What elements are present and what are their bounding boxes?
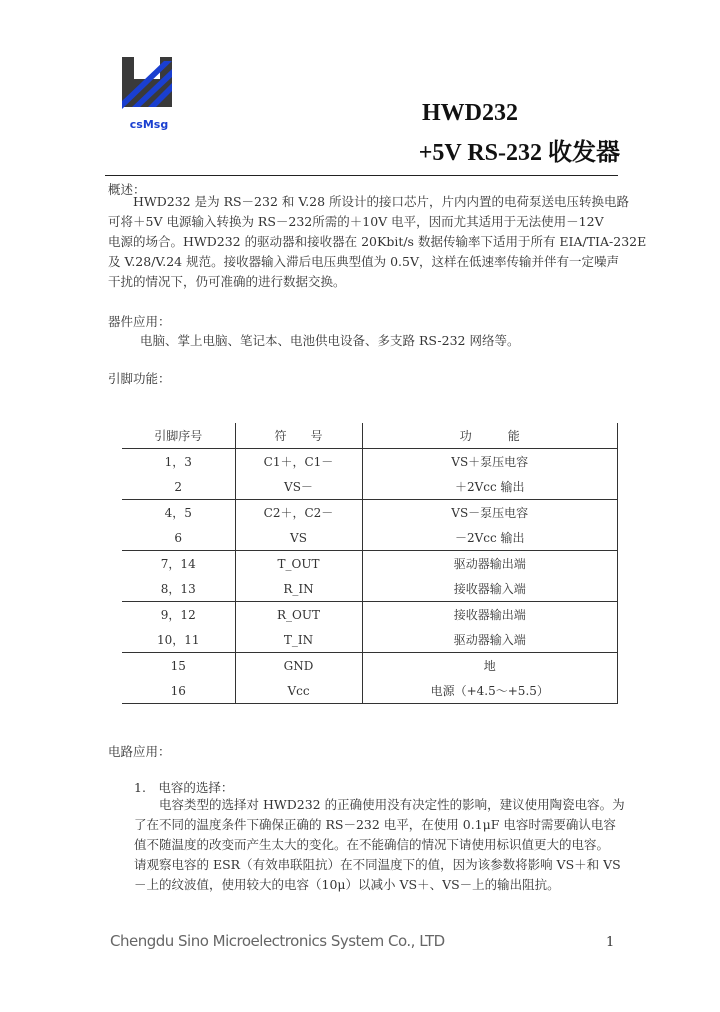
cell: 电源（+4.5～+5.5） xyxy=(362,678,618,704)
page-number: 1 xyxy=(606,935,615,950)
cell: T_IN xyxy=(235,627,362,653)
cell: 16 xyxy=(122,678,235,704)
cell: GND xyxy=(235,653,362,679)
table-row xyxy=(122,500,618,526)
overview-heading: 概述： xyxy=(108,182,146,197)
table-row xyxy=(122,525,618,551)
overview-text xyxy=(108,192,647,292)
applications-heading: 器件应用： xyxy=(108,314,171,329)
cell: 15 xyxy=(122,653,235,679)
text-line: HWD232 是为 RS－232 和 V.28 所设计的接口芯片，片内内置的电荷泵送电压转换电路 xyxy=(108,194,630,209)
circuit-text xyxy=(134,795,625,895)
text-line: 值不随温度的改变而产生太大的变化。在不能确信的情况下请使用标识值更大的电容。 xyxy=(134,837,610,852)
table-row xyxy=(122,678,618,704)
text-line: 干扰的情况下，仍可准确的进行数据交换。 xyxy=(108,274,346,289)
svg-text:csMsg: csMsg xyxy=(129,118,169,131)
footer-company: Chengdu Sino Microelectronics System Co., LTD xyxy=(110,932,445,950)
cell: VS＋泵压电容 xyxy=(362,449,618,475)
cell: VS－ xyxy=(235,474,362,500)
cell: 6 xyxy=(174,530,183,545)
text-line: 及 V.28/V.24 规范。接收器输入滞后电压典型值为 0.5V，这样在低速率传输并伴有一定噪声 xyxy=(108,254,619,269)
cell: VS xyxy=(235,525,362,551)
text-line: 请观察电容的 ESR（有效串联阻抗）在不同温度下的值，因为该参数将影响 VS＋和 VS xyxy=(134,857,621,872)
cell: C2＋，C2－ xyxy=(235,500,362,526)
table-row xyxy=(122,627,618,653)
cell: 驱动器输入端 xyxy=(362,627,618,653)
cell: C1＋，C1－ xyxy=(235,449,362,475)
pins-heading: 引脚功能： xyxy=(108,371,171,386)
cell: 8，13 xyxy=(160,582,196,596)
cell: 接收器输出端 xyxy=(362,602,618,628)
cell: 10，11 xyxy=(156,633,200,647)
cell: 2 xyxy=(174,479,183,494)
text-line: －上的纹波值，使用较大的电容（10μ）以减小 VS＋、VS－上的输出阻抗。 xyxy=(134,877,560,892)
cell: R_IN xyxy=(235,576,362,602)
doc-title: HWD232 xyxy=(422,100,518,126)
table-row xyxy=(122,602,618,628)
table-row xyxy=(122,474,618,500)
text-line: 电容类型的选择对 HWD232 的正确使用没有决定性的影响，建议使用陶瓷电容。为 xyxy=(134,797,625,812)
cell: VS－泵压电容 xyxy=(362,500,618,526)
table-row xyxy=(122,449,618,475)
cell: 9，12 xyxy=(122,602,235,628)
circuit-heading: 电路应用： xyxy=(108,744,171,759)
header-cell: 符 号 xyxy=(235,423,362,449)
cell: 7，14 xyxy=(122,551,235,577)
cell: ＋2Vcc 输出 xyxy=(362,474,618,500)
table-row xyxy=(122,653,618,679)
table-row xyxy=(122,576,618,602)
cell: Vcc xyxy=(235,678,362,704)
cell: 1，3 xyxy=(122,449,235,475)
table-header xyxy=(122,423,618,449)
table-row xyxy=(122,551,618,577)
cell: R_OUT xyxy=(235,602,362,628)
cell: －2Vcc 输出 xyxy=(362,525,618,551)
applications-text: 电脑、掌上电脑、笔记本、电池供电设备、多支路 RS-232 网络等。 xyxy=(140,333,520,348)
cell: 4，5 xyxy=(122,500,235,526)
cell: 接收器输入端 xyxy=(362,576,618,602)
text-line: 了在不同的温度条件下确保正确的 RS－232 电平，在使用 0.1μF 电容时需要确认电容 xyxy=(134,817,616,832)
company-logo xyxy=(118,55,180,135)
header-cell: 功 能 xyxy=(362,423,618,449)
cell: 地 xyxy=(362,653,618,679)
pin-function-table xyxy=(122,423,618,704)
doc-subtitle: +5V RS-232 收发器 xyxy=(418,140,620,166)
text-line: 可将＋5V 电源输入转换为 RS－232所需的＋10V 电平，因而尤其适用于无法使用－12V xyxy=(108,214,604,229)
capacitor-section-title: 1. 电容的选择： xyxy=(134,780,234,795)
header-cell: 引脚序号 xyxy=(154,429,203,443)
cell: 驱动器输出端 xyxy=(362,551,618,577)
header-rule xyxy=(105,175,618,176)
text-line: 电源的场合。HWD232 的驱动器和接收器在 20Kbit/s 数据传输率下适用于所有 EIA/TIA-232E xyxy=(108,234,647,249)
cell: T_OUT xyxy=(235,551,362,577)
